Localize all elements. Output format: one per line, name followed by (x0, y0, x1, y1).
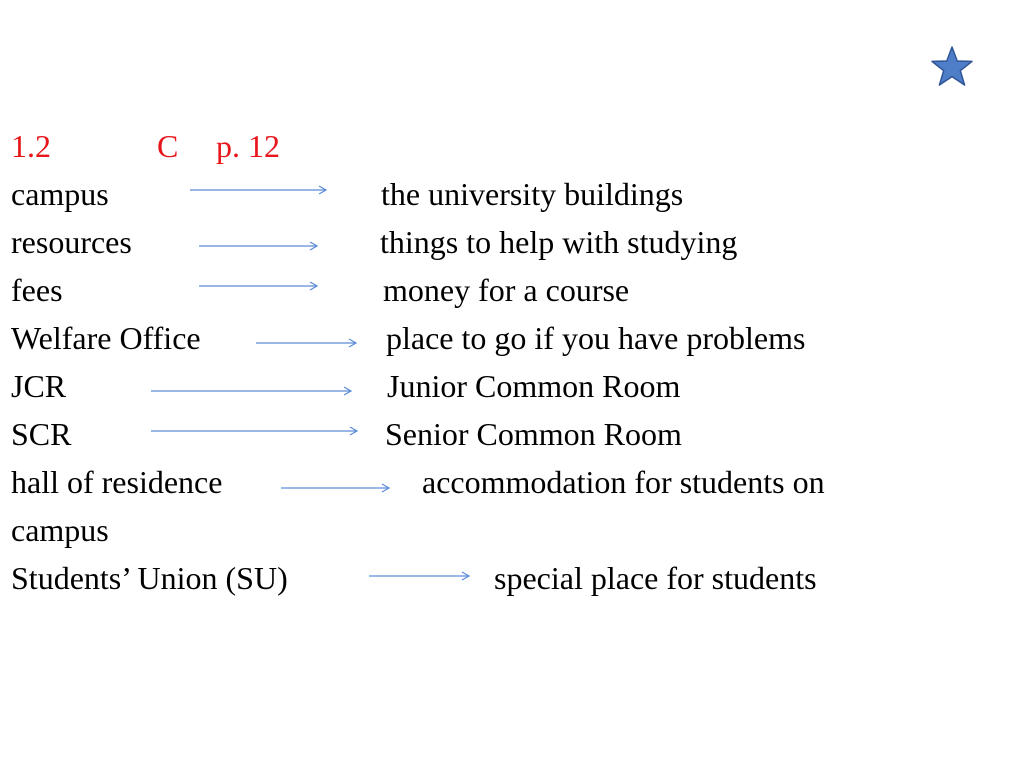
definition-students-union: special place for students (494, 560, 817, 596)
arrow-icon (199, 280, 321, 292)
exercise-letter: C (157, 128, 179, 164)
term-students-union: Students’ Union (SU) (11, 560, 288, 596)
term-jcr: JCR (11, 368, 67, 404)
arrow-icon (256, 337, 360, 349)
definition-hall-of-residence: accommodation for students on (422, 464, 825, 500)
term-scr: SCR (11, 416, 72, 452)
definition-scr: Senior Common Room (385, 416, 682, 452)
definition-fees: money for a course (383, 272, 630, 308)
arrow-icon (281, 482, 393, 494)
term-hall-of-residence: hall of residence (11, 464, 223, 500)
definition-campus: the university buildings (381, 176, 684, 212)
term-fees: fees (11, 272, 63, 308)
arrow-icon (151, 425, 361, 437)
arrow-icon (199, 240, 321, 252)
term-campus: campus (11, 176, 109, 212)
term-resources: resources (11, 224, 132, 260)
page-reference: p. 12 (216, 128, 280, 164)
definition-welfare-office: place to go if you have problems (386, 320, 806, 356)
term-welfare-office: Welfare Office (11, 320, 201, 356)
definition-continuation: campus (11, 512, 109, 548)
section-number: 1.2 (11, 128, 51, 164)
arrow-icon (190, 184, 330, 196)
arrow-icon (369, 570, 473, 582)
definition-jcr: Junior Common Room (387, 368, 681, 404)
definition-resources: things to help with studying (380, 224, 738, 260)
arrow-icon (151, 385, 355, 397)
